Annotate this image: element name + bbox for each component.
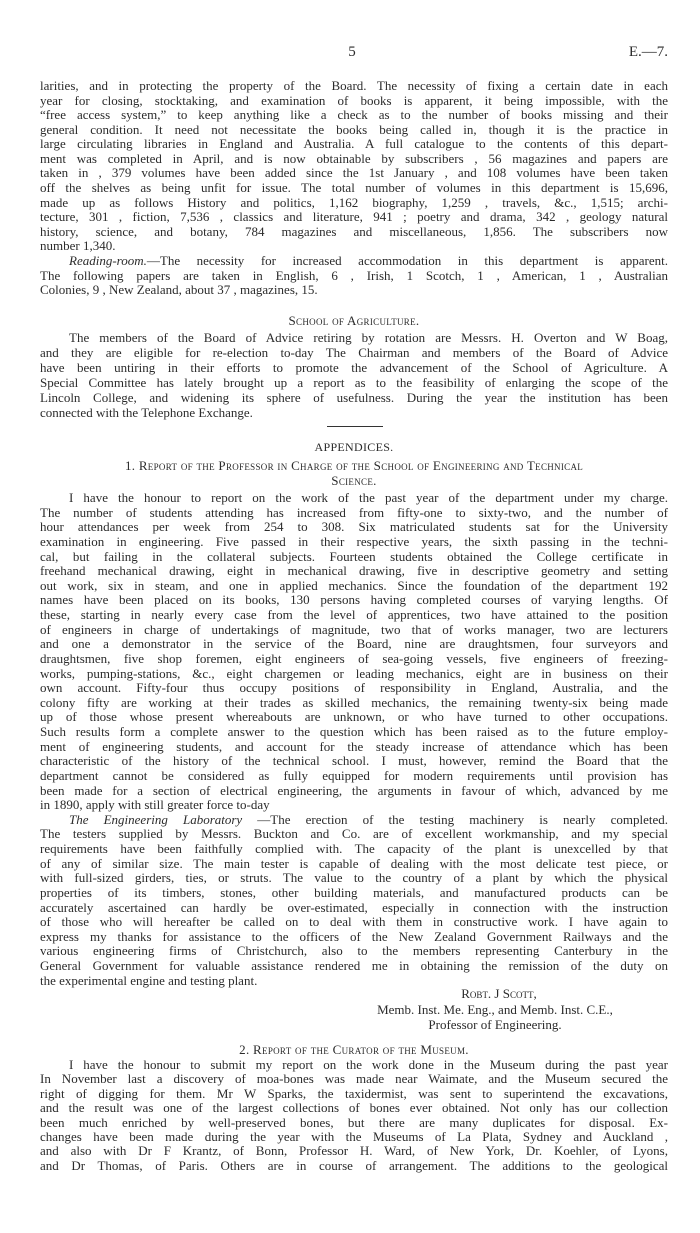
text-line: Such results form a complete answer to the question which has been raised as to the future employ- (40, 724, 668, 739)
text-line: been much enriched by well-preserved bones, but there are many duplicates for disposal. Ex- (40, 1114, 668, 1130)
text-line: year for closing, stocktaking, and examination of books is apparent, it being impossible, with the (40, 92, 668, 108)
text-line: Colonies, 9 , New Zealand, about 37 , magazines, 15. (40, 282, 318, 298)
text-line: general condition. It need not necessitate the books being called in, though it is the practice in (40, 121, 668, 137)
paragraph (40, 813, 668, 989)
text-line: characteristic of the history of the technical school. I must, however, remind the Board that the (40, 753, 668, 769)
text-line: tecture, 301 , fiction, 7,536 , classics and literature, 941 ; poetry and drama, 342 , geology natural (40, 209, 668, 225)
museum-report-heading: 2. Report of the Curator of the Museum. (239, 1042, 469, 1057)
text-line: department cannot be considered as fully equipped for modern requirements until provision has (40, 767, 668, 783)
text-line: number 1,340. (40, 238, 116, 254)
line-text: —The erection of the testing machinery is nearly completed. (242, 811, 668, 827)
document-reference: E.—7. (628, 44, 668, 60)
text-line: I have the honour to report on the work of the past year of the department under my charge. (69, 490, 668, 505)
text-line: hour attendances per week from 254 to 308. Six matriculated students sat for the University (40, 519, 668, 535)
text-line: General Government for valuable assistance rendered me in obtaining the remission of the duty on (40, 958, 668, 973)
text-line: works, pumping-stations, &c., eight chargemen or leading mechanics, eight are in business on their (40, 665, 668, 681)
text-line: these, starting in nearly every case from the level of apprentices, two have attained to the position (40, 607, 668, 622)
text-line: changes have been made during the year with the Museums of La Plata, Sydney and Auckland , (40, 1129, 668, 1145)
text-line: ment of engineering students, and account for the steady increase of attendance which has been (40, 738, 668, 754)
italic-lead: Reading-room. (69, 252, 147, 268)
heading-line: Science. (331, 473, 377, 488)
line-text: —The necessity for increased accommodation in this department is apparent. (146, 252, 668, 268)
text-line: cal, but failing in the collateral subjects. Fourteen students obtained the College certificate in (40, 548, 668, 564)
text-line: Lincoln College, and widening its sphere of usefulness. During the year the institution has been (40, 390, 668, 405)
text-line: “free access system,” to keep anything like a check as to the number of books missing and their (40, 107, 668, 123)
text-line: and one a demonstrator in the service of the Board, nine are draughtsmen, four surveyors and (40, 636, 668, 652)
text-line (40, 813, 668, 828)
text-line: draughtsmen, five shop foremen, eight engineers of sea-going vessels, five engineers of freezing- (40, 650, 668, 666)
text-line: The members of the Board of Advice retiring by rotation are Messrs. H. Overton and W Boag, (69, 330, 668, 345)
school-of-agriculture-section (40, 330, 668, 420)
text-line: and Dr Thomas, of Paris. Others are in course of arrangement. The additions to the geological (40, 1157, 668, 1173)
text-line: requirements have been faithfully complied with. The capacity of the plant is unexcelled by that (40, 841, 668, 856)
school-of-agriculture-heading: School of Agriculture. (288, 313, 420, 328)
library-section (40, 79, 668, 298)
text-line: the experimental engine and testing plant. (40, 972, 258, 988)
signatory-title: Professor of Engineering. (428, 1017, 562, 1032)
text-line: of any of similar size. The main tester is capable of dealing with the most delicate test piece, or (40, 855, 668, 871)
text-line: colony fifty are working at their trades as skilled mechanics, the remaining twenty-six being made (40, 694, 668, 710)
text-line: of those who will hereafter be called on to deal with them in constructive work. I have again to (40, 914, 668, 930)
heading-line: 1. Report of the Professor in Charge of the School of Engineering and Technical (124, 458, 584, 473)
text-line: right of digging for them. Mr W Sparks, the taxidermist, was sent to superintend the excavations, (40, 1085, 668, 1101)
text-line: and the result was one of the largest collections of bones ever obtained. Not only has our collection (40, 1100, 668, 1116)
text-line: Special Committee has lately brought up a report as to the feasibility of enlarging the scope of the (40, 375, 668, 390)
text-line: connected with the Telephone Exchange. (40, 405, 253, 420)
text-line: names have been placed on its books, 130 persons having completed courses of varying lengths. Of (40, 592, 668, 608)
text-line: in 1890, apply with still greater force to-day (40, 797, 270, 813)
paragraph (40, 491, 668, 813)
text-line: ment was completed in April, and is now obtainable by subscribers , 56 magazines and papers are (40, 150, 668, 166)
text-line: and also with Dr F Krantz, of Bonn, Professor H. Ward, of New York, Dr. Koehler, of Lyons, (40, 1143, 668, 1159)
page-number: 5 (348, 44, 356, 60)
text-line (40, 254, 668, 269)
text-line: history, science, and botany, 784 magazines and miscellaneous, 1,856. The subscribers now (40, 223, 668, 239)
text-line: examination in engineering. Five passed in their respective years, the sixth passing in the techni- (40, 533, 668, 549)
text-line: of engineers in charge of undertakings of magnitude, two that of works manager, two are lecturers (40, 621, 668, 637)
text-line: have been untiring in their efforts to promote the advancement of the School of Agriculture. A (40, 360, 668, 375)
text-line: In November last a discovery of moa-bones was made near Waimate, and the Museum secured the (40, 1071, 668, 1087)
paragraph (40, 79, 668, 254)
text-line: The following papers are taken in English, 6 , Irish, 1 Scotch, 1 , American, 1 , Australian (40, 267, 668, 283)
text-line: larities, and in protecting the property of the Board. The necessity of fixing a certain date in each (40, 78, 668, 93)
text-line: with full-sized girders, ties, or struts. The value to the country of a plant by which the physical (40, 870, 668, 886)
text-line: up of those whose present whereabouts are unknown, or who have turned to other occupations. (40, 709, 668, 725)
text-line: The number of students attending has increased from fifty-one to sixty-two, and the number of (40, 504, 668, 520)
text-line: various engineering firms of Christchurch, also to the members representing Canterbury in the (40, 943, 668, 959)
section-divider (327, 426, 383, 427)
text-line: made up as follows History and politics, 1,162 biography, 1,259 , travels, &c., 1,515; archi- (40, 194, 668, 210)
paragraph (40, 254, 668, 298)
signature-block (300, 986, 690, 1033)
museum-report-section (40, 1058, 668, 1173)
text-line: been made for a section of electrical engineering, the arguments in favour of which, advanced by me (40, 782, 668, 798)
text-line: properties of its timbers, stones, other building materials, and manufactured products can be (40, 884, 668, 900)
engineering-report-section (40, 491, 668, 988)
text-line: and they are eligible for re-election to-day The Chairman and members of the Board of Advice (40, 345, 668, 360)
text-line: accurately ascertained can hardly be over-estimated, especially in connection with the instruction (40, 899, 668, 915)
italic-lead: The Engineering Laboratory (69, 811, 243, 827)
text-line: The testers supplied by Messrs. Buckton and Co. are of excellent workmanship, and my special (40, 826, 668, 842)
text-line: express my thanks for assistance to the officers of the New Zealand Government Railways and the (40, 928, 668, 944)
text-line: large circulating libraries in England and Australia. A full catalogue to the contents of this depart- (40, 136, 668, 152)
paragraph (40, 330, 668, 420)
text-line: out work, six in steam, and one in applied mechanics. Since the foundation of the department 192 (40, 577, 668, 593)
text-line: freehand mechanical drawing, eight in mechanical drawing, five in descriptive geometry and setting (40, 563, 668, 579)
text-line: own account. Fifty-four thus occupy positions of responsibility in England, Australia, and the (40, 680, 668, 696)
paragraph (40, 1058, 668, 1173)
text-line: taken in , 379 volumes have been added since the 1st January , and 108 volumes have been taken (40, 165, 668, 181)
text-line: I have the honour to submit my report on the work done in the Museum during the past year (69, 1057, 668, 1072)
signatory-name: Robt. J Scott, (461, 986, 537, 1001)
appendices-heading: APPENDICES. (314, 440, 394, 454)
engineering-report-heading (40, 458, 668, 488)
signatory-credentials: Memb. Inst. Me. Eng., and Memb. Inst. C.E., (377, 1001, 613, 1017)
text-line: off the shelves as being unfit for issue. The total number of volumes in this department is 15,696, (40, 180, 668, 196)
